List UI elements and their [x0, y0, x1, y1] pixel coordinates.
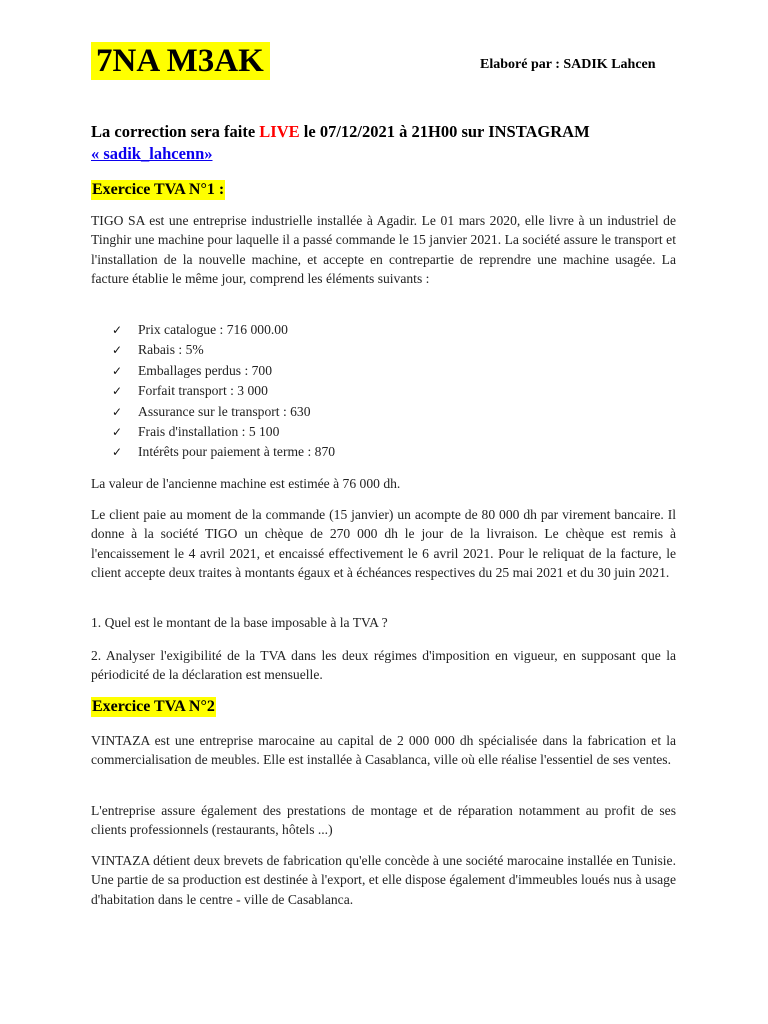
question-1: 1. Quel est le montant de la base imposable à la TVA ? — [91, 615, 388, 630]
list-item — [112, 422, 335, 442]
invoice-items-list — [112, 320, 335, 463]
list-item — [112, 442, 335, 462]
question-2: 2. Analyser l'exigibilité de la TVA dans les deux régimes d'imposition en vigueur, en supposant que la périodicité de la déclaration est mensuelle. — [91, 648, 676, 683]
list-item — [112, 361, 335, 381]
list-item-label: Frais d'installation : 5 100 — [138, 424, 280, 440]
instagram-handle-link[interactable]: « sadik_lahcenn» — [91, 144, 213, 163]
check-icon: ✓ — [112, 425, 123, 440]
announcement-text-start: La correction sera faite — [91, 122, 260, 141]
correction-announcement — [91, 121, 691, 165]
list-item-label: Assurance sur le transport : 630 — [138, 403, 311, 419]
exercise-2-paragraph-2: L'entreprise assure également des prestations de montage et de réparation notamment au profit de ses clients professionnels (restaurants, hôtels ...) — [91, 803, 676, 838]
list-item — [112, 320, 335, 340]
list-item-label: Intérêts pour paiement à terme : 870 — [138, 444, 336, 460]
exercise-1-intro: TIGO SA est une entreprise industrielle installée à Agadir. Le 01 mars 2020, elle livre à un industriel de Tinghir une machine pour laquelle il a passé commande le 15 janvier 2021. La société assure le transport et l'installation de la nouvelle machine, et accepte en contrepartie de reprendre une machine usagée. La facture établie le même jour, comprend les éléments suivants : — [91, 213, 676, 287]
announcement-text-end: le 07/12/2021 à 21H00 sur INSTAGRAM — [299, 122, 590, 141]
check-icon: ✓ — [112, 363, 123, 378]
check-icon: ✓ — [112, 445, 123, 460]
exercise-2-title: Exercice TVA N°2 — [92, 698, 215, 715]
check-icon: ✓ — [112, 384, 123, 399]
check-icon: ✓ — [112, 404, 123, 419]
live-label: LIVE — [259, 122, 300, 141]
list-item-label: Forfait transport : 3 000 — [138, 383, 268, 399]
list-item — [112, 381, 335, 401]
old-machine-value: La valeur de l'ancienne machine est estimée à 76 000 dh. — [91, 476, 401, 491]
exercise-2-paragraph-3: VINTAZA détient deux brevets de fabrication qu'elle concède à une société marocaine installée en Tunisie. Une partie de sa production est destinée à l'export, et elle dispose également d'immeubles loués nus à usage d'habitation dans le centre - ville de Casablanca. — [91, 853, 676, 907]
list-item — [112, 402, 335, 422]
exercise-2-paragraph-1: VINTAZA est une entreprise marocaine au capital de 2 000 000 dh spécialisée dans la fabrication et la commercialisation de meubles. Elle est installée à Casablanca, ville où elle réalise l'essentiel de ses ventes. — [91, 733, 676, 768]
author-credit: Elaboré par : SADIK Lahcen — [480, 57, 656, 72]
check-icon: ✓ — [112, 323, 123, 337]
exercise-1-title: Exercice TVA N°1 : — [92, 181, 225, 198]
check-icon: ✓ — [112, 343, 123, 358]
list-item-label: Emballages perdus : 700 — [138, 362, 273, 378]
brand-title: 7NA M3AK — [91, 42, 270, 80]
payment-terms: Le client paie au moment de la commande (15 janvier) un acompte de 80 000 dh par virement bancaire. Il donne à la société TIGO un chèque de 270 000 dh le jour de la livraison. Le chèque est remis à l'encaissement le 4 avril 2021, et encaissé effectivement le 6 avril 2021. Pour le reliquat de la facture, le client accepte deux traites à montants égaux et à échéances respectives du 25 mai 2021 et du 30 juin 2021. — [91, 507, 676, 581]
list-item-label: Prix catalogue : 716 000.00 — [138, 322, 288, 337]
list-item-label: Rabais : 5% — [138, 342, 204, 358]
list-item — [112, 340, 335, 360]
